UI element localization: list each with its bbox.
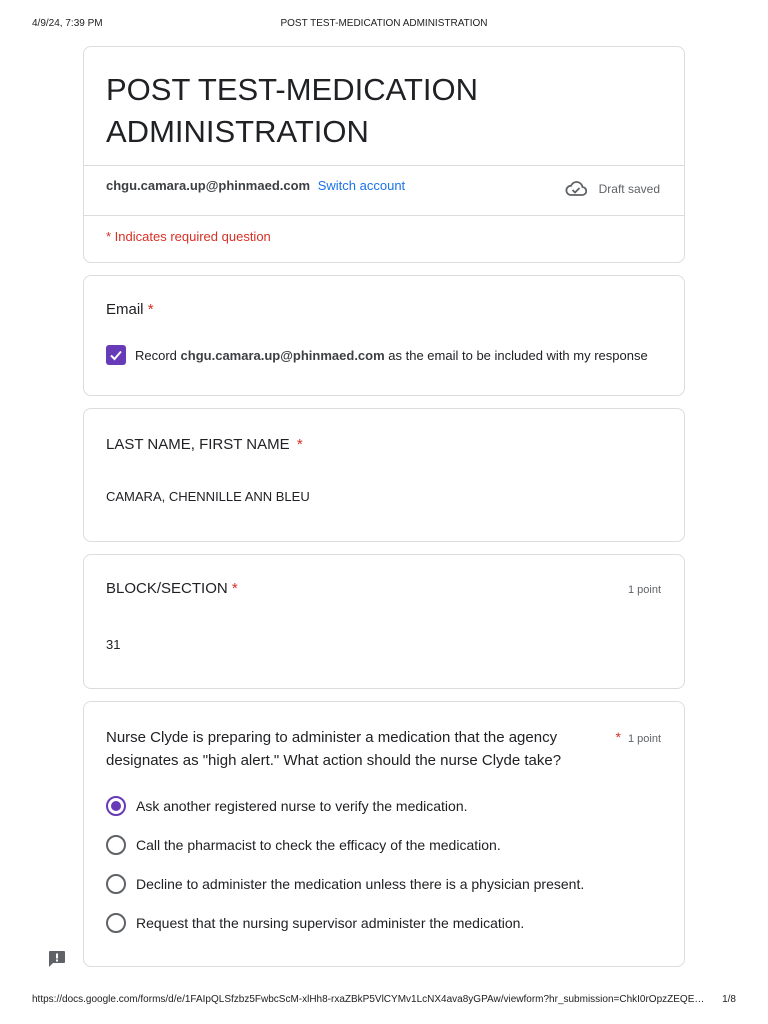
- mcq-option-label: Request that the nursing supervisor administer the medication.: [136, 915, 525, 931]
- account-divider: [84, 215, 684, 216]
- draft-saved-text: Draft saved: [598, 182, 660, 196]
- record-prefix: Record: [135, 347, 177, 363]
- radio-button[interactable]: [106, 913, 126, 933]
- required-star: *: [231, 580, 238, 597]
- mcq-option-label: Ask another registered nurse to verify the medication.: [136, 798, 468, 814]
- print-url: https://docs.google.com/forms/d/e/1FAIpQLSfzbz5FwbcScM-xlHh8-rxaZBkP5VlCYMv1LcNX4ava8yGPAw/viewform?hr_submission=ChkI0rOpzZEQE…: [32, 994, 705, 1005]
- print-header: [0, 18, 768, 32]
- mcq-question-text: Nurse Clyde is preparing to administer a medication that the agency designates as "high alert." What action should the nurse Clyde take?: [106, 729, 562, 769]
- radio-button[interactable]: [106, 874, 126, 894]
- name-label: LAST NAME, FIRST NAME: [106, 436, 290, 453]
- block-points: 1 point: [627, 584, 661, 596]
- record-email: chgu.camara.up@phinmaed.com: [180, 347, 385, 363]
- form-title: POST TEST-MEDICATION ADMINISTRATION: [106, 72, 479, 149]
- draft-status: [565, 181, 660, 197]
- name-question-title: [106, 436, 303, 453]
- mcq-option[interactable]: [106, 834, 662, 856]
- name-answer[interactable]: CAMARA, CHENNILLE ANN BLEU: [106, 489, 310, 504]
- print-title: POST TEST-MEDICATION ADMINISTRATION: [280, 18, 488, 29]
- required-star: *: [296, 436, 303, 453]
- required-note: * Indicates required question: [106, 229, 271, 244]
- account-email: chgu.camara.up@phinmaed.com: [106, 178, 311, 193]
- header-divider: [84, 165, 684, 166]
- name-question-card: [83, 408, 685, 542]
- cloud-check-icon: [565, 181, 587, 197]
- block-answer[interactable]: 31: [106, 637, 121, 652]
- block-label: BLOCK/SECTION: [106, 580, 228, 597]
- form-header-card: [83, 46, 685, 263]
- email-label: Email: [106, 301, 144, 318]
- record-suffix: as the email to be included with my response: [388, 347, 648, 363]
- required-star: *: [147, 301, 154, 318]
- block-question-title: [106, 580, 238, 597]
- record-email-checkbox[interactable]: [106, 345, 126, 365]
- email-question-title: [106, 301, 154, 318]
- mcq-option[interactable]: [106, 912, 662, 934]
- record-email-text: [135, 348, 648, 363]
- block-question-card: [83, 554, 685, 689]
- print-page-number: 1/8: [722, 994, 736, 1005]
- radio-button-selected[interactable]: [106, 796, 126, 816]
- mcq-option-label: Decline to administer the medication unless there is a physician present.: [136, 876, 585, 892]
- print-footer: [0, 994, 768, 1008]
- email-question-card: [83, 275, 685, 396]
- account-row: [106, 178, 662, 198]
- mcq-points-text: 1 point: [627, 733, 661, 745]
- record-email-option[interactable]: [106, 345, 662, 365]
- print-datetime: 4/9/24, 7:39 PM: [32, 18, 103, 29]
- required-star: *: [615, 729, 621, 745]
- mcq-option-label: Call the pharmacist to check the efficacy of the medication.: [136, 837, 501, 853]
- checkmark-icon: [109, 348, 123, 362]
- mcq-option[interactable]: [106, 873, 662, 895]
- switch-account-link[interactable]: Switch account: [317, 178, 406, 193]
- mcq-question-card: [83, 701, 685, 967]
- mcq-option[interactable]: [106, 795, 662, 817]
- feedback-icon[interactable]: [47, 949, 67, 969]
- radio-button[interactable]: [106, 835, 126, 855]
- mcq-points: [615, 729, 661, 745]
